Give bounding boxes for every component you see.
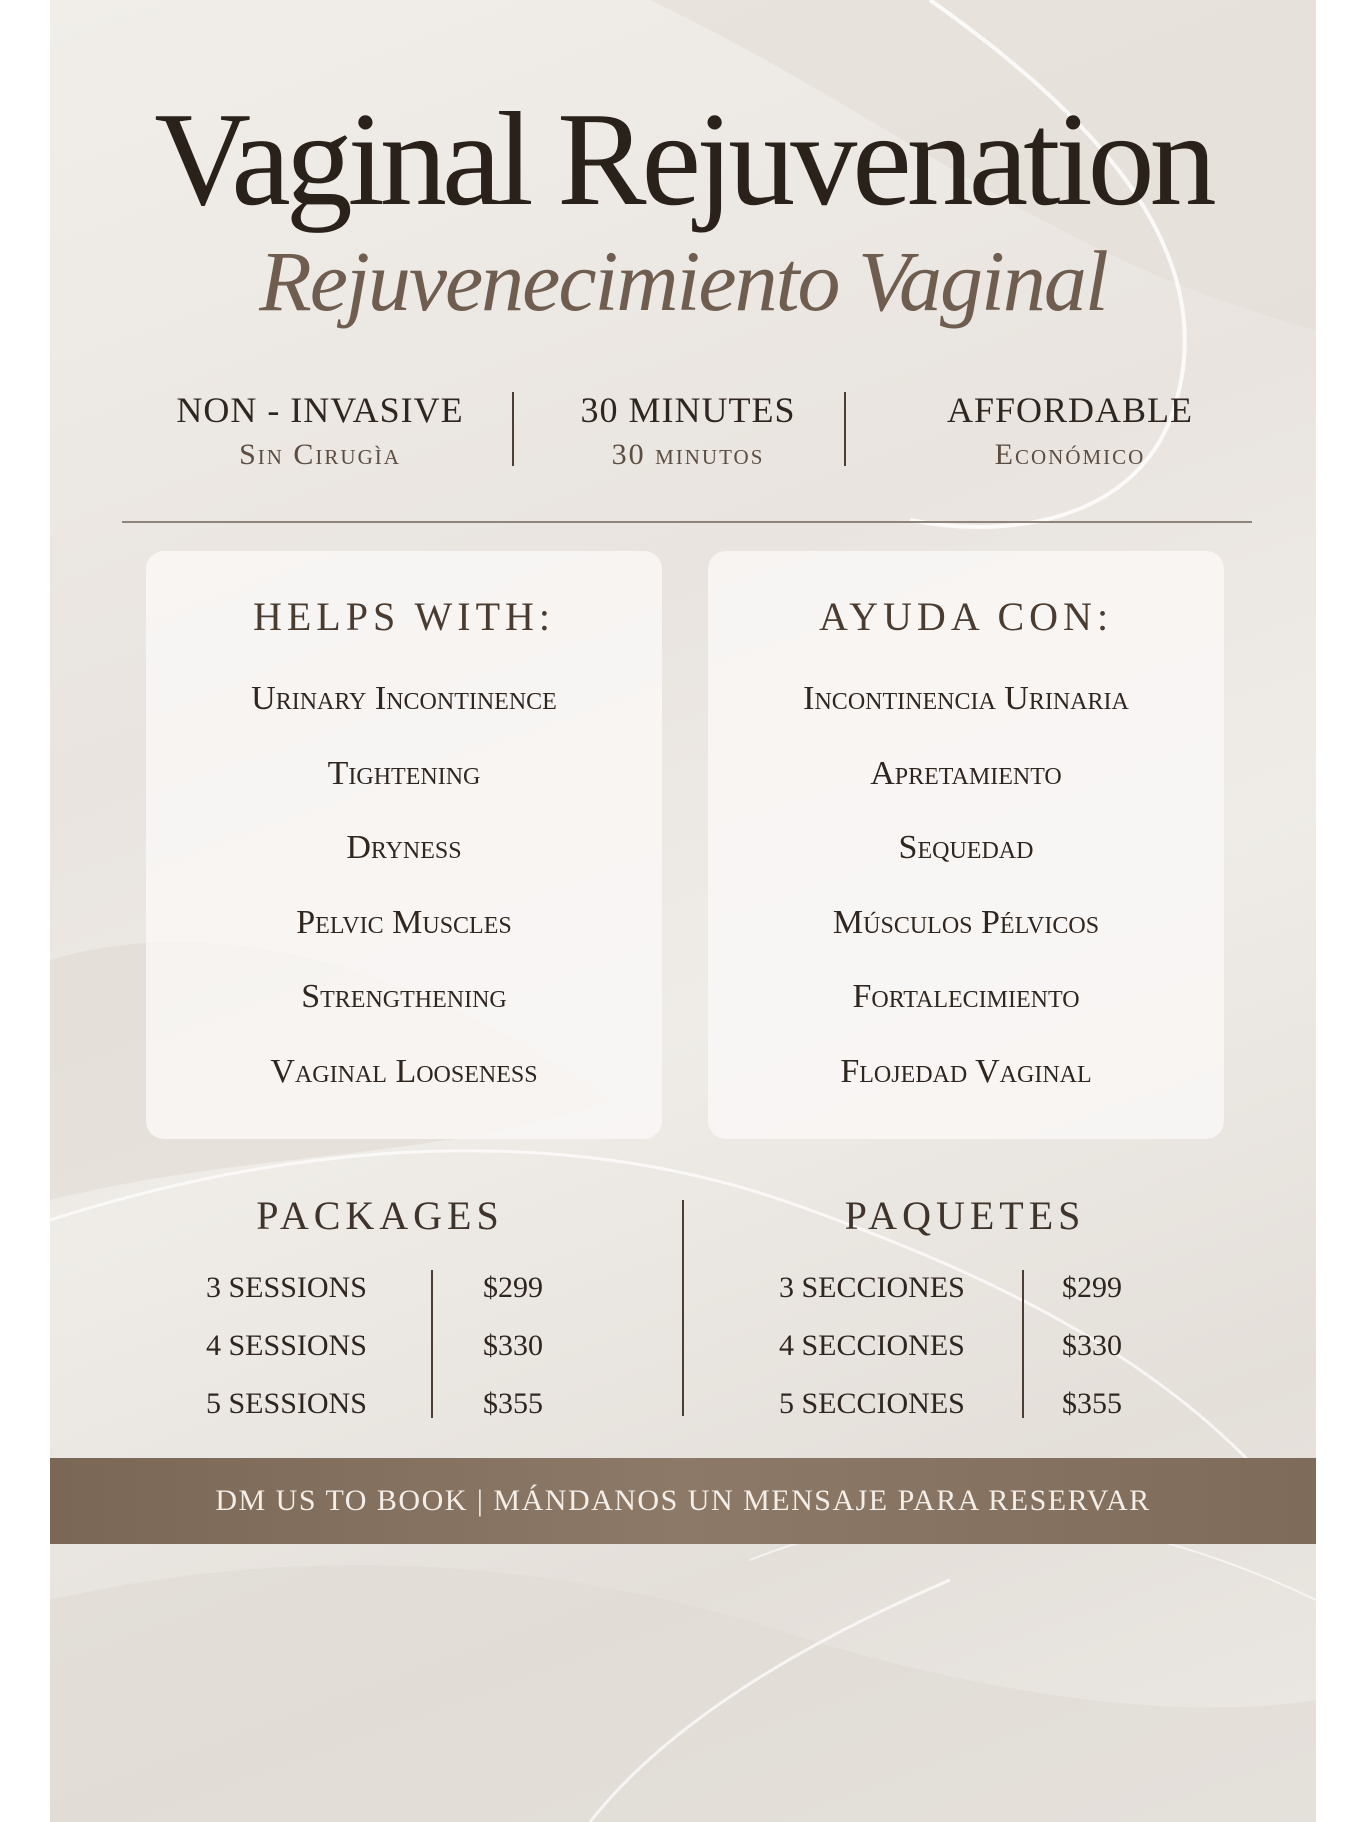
feature-affordable <box>870 392 1270 470</box>
package-price: $299 <box>483 1271 543 1304</box>
page-subtitle: Rejuvenecimiento Vaginal <box>259 233 1107 329</box>
features-row <box>50 392 1316 482</box>
list-item: Sequedad <box>898 829 1034 866</box>
list-item: Músculos Pélvicos <box>832 903 1100 941</box>
feature-label-es: Económico <box>994 438 1146 471</box>
helps-with-list <box>146 679 662 1126</box>
feature-non-invasive <box>130 392 510 470</box>
packages-column-divider <box>431 1270 433 1418</box>
package-price: $299 <box>1062 1271 1122 1304</box>
package-label: 3 SESSIONS <box>206 1271 367 1304</box>
page-title: Vaginal Rejuvenation <box>154 85 1212 233</box>
package-label: 5 SECCIONES <box>779 1387 965 1420</box>
list-item: Vaginal Looseness <box>270 1052 538 1090</box>
package-label: 4 SECCIONES <box>779 1329 965 1362</box>
package-label: 4 SESSIONS <box>206 1329 367 1362</box>
packages-heading: PACKAGES <box>256 1193 504 1238</box>
ayuda-con-heading: AYUDA CON: <box>818 594 1114 639</box>
poster <box>50 0 1316 1822</box>
feature-label-en: 30 MINUTES <box>580 390 796 430</box>
list-item: Dryness <box>346 829 462 866</box>
list-item: Incontinencia Urinaria <box>803 680 1129 717</box>
package-label: 3 SECCIONES <box>779 1271 965 1304</box>
package-price: $355 <box>483 1387 543 1420</box>
paquetes-column-divider <box>1022 1270 1024 1418</box>
ayuda-con-card <box>708 551 1224 1139</box>
list-item: Fortalecimiento <box>852 978 1080 1015</box>
package-price: $330 <box>1062 1329 1122 1362</box>
list-item: Pelvic Muscles <box>296 903 512 941</box>
helps-with-card <box>146 551 662 1139</box>
feature-label-es: 30 minutos <box>611 438 765 471</box>
package-label: 5 SESSIONS <box>206 1387 367 1420</box>
feature-label-es: Sin Cirugìa <box>239 438 401 471</box>
section-divider <box>122 521 1252 523</box>
list-item: Urinary Incontinence <box>251 680 557 717</box>
packages-divider <box>682 1200 684 1416</box>
feature-duration <box>520 392 856 470</box>
feature-label-en: AFFORDABLE <box>946 390 1194 430</box>
package-price: $355 <box>1062 1387 1122 1420</box>
booking-banner <box>50 1458 1316 1544</box>
list-item: Strengthening <box>301 978 507 1015</box>
swirl-shape-bottom <box>50 1565 1316 1822</box>
list-item: Apretamiento <box>870 754 1062 792</box>
package-price: $330 <box>483 1329 543 1362</box>
feature-label-en: NON - INVASIVE <box>176 390 464 430</box>
feature-divider <box>512 392 514 466</box>
booking-banner-text: DM US TO BOOK | MÁNDANOS UN MENSAJE PARA RESERVAR <box>215 1484 1151 1517</box>
list-item: Flojedad Vaginal <box>840 1052 1092 1090</box>
ayuda-con-list <box>708 679 1224 1126</box>
list-item: Tightening <box>327 754 481 792</box>
feature-divider <box>844 392 846 466</box>
helps-with-heading: HELPS WITH: <box>252 594 556 639</box>
paquetes-heading: PAQUETES <box>844 1193 1086 1238</box>
